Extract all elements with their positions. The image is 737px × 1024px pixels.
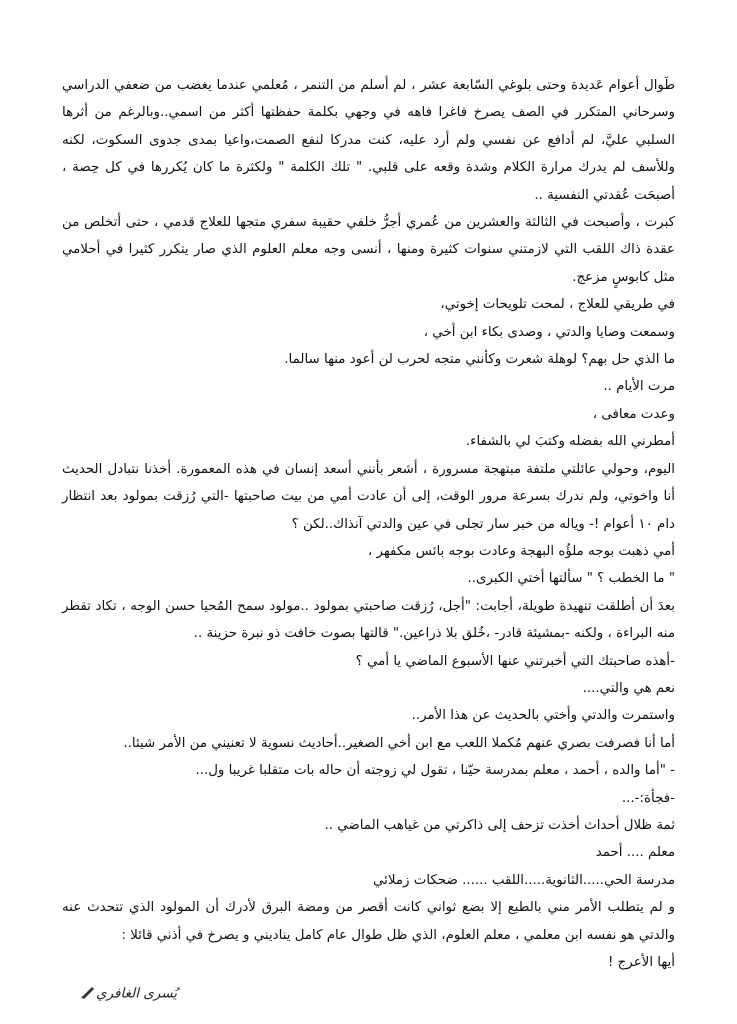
paragraph-4: وسمعت وصايا والدتي ، وصدى بكاء ابن أخي ، xyxy=(423,324,675,340)
paragraph-12: بعدَ أن أطلقت تنهيدة طويلة، أجابت: "أجل، رُزقت صاحبتي بمولود ..مولود سمح المُحيا حسن الوجه ، تكاد تقطر منه البراءة ، ولكنه -بمشيئة قادر- ،خُلق بلا ذراعين." قالتها بصوت خافت ذو نبرة حزينة .. xyxy=(62,598,675,642)
paragraph-15: واستمرت والدتي وأختي بالحديث عن هذا الأمر.. xyxy=(411,708,675,724)
paragraph-18: -فجأة:-... xyxy=(621,790,675,806)
paragraph-2: كبرت ، وأصبحت في الثالثة والعشرين من عُمري أجرُّ خلفي حقيبة سفري متجها للعلاج قدمي ، حتى أتخلص من عقدة ذاك اللقب التي لازمتني سنوات كثيرة ومنها ، أنسى وجه معلم العلوم الذي صار يتكرر كثيرا في أحلامي مثل كابوسٍ مزعج. xyxy=(62,215,675,285)
pen-icon xyxy=(80,985,96,1003)
paragraph-1: طَوال أعوام عَديدة وحتى بلوغي السّابعة عشر ، لم أسلم من التنمر ، مُعلمي عندما يغضب من ضعفي الدراسي وسرحاني المتكرر في الصف يصرخ فاغرا فاهه في وجهي بكلمة حفظتها أكثر من اسمي..وبالرغم من أثرها السلبي عليَّ، لم أدافع عن نفسي ولم أرد عليه، كنت مدركا لنفع الصمت،واعيا بمدى جدوى السكوت، لكنه وللأسف لم يدرك مرارة الكلام وشدة وقعه على قلبي. " تلك الكلمة " ولكثرة ما كان يُكررها في كل حِصة ، أصبحَت عُقدتي النفسية .. xyxy=(62,78,675,203)
paragraph-6: مرت الأيام .. xyxy=(603,379,675,395)
paragraph-5: ما الذي حل بهم؟ لوهلة شعرت وكأنني متجه لحرب لن أعود منها سالما. xyxy=(284,352,675,368)
paragraph-11: " ما الخطب ؟ " سألتها أختي الكبرى.. xyxy=(467,571,675,587)
paragraph-19: ثمة ظلال أحداث أخذت تزحف إلى ذاكرتي من غياهب الماضي .. xyxy=(324,817,675,833)
paragraph-8: أمطرني الله بفضله وكتبَ لي بالشفاء. xyxy=(465,434,675,450)
paragraph-7: وعدت معافى ، xyxy=(592,406,675,422)
paragraph-22: و لم يتطلب الأمر مني بالطبع إلا بضع ثواني كانت أقصر من ومضة البرق لأدرك أن المولود الذي تتحدث عنه والدتي هو نفسه ابن معلمي ، معلم العلوم، الذي ظل طوال عام كامل يناديني و يصرخ في أذني قائلا : xyxy=(62,900,675,943)
paragraph-10: أمي ذهبت بوجه ملؤُه البهجة وعادت بوجه بائس مكفهر ، xyxy=(367,543,675,559)
paragraph-9: اليوم، وحولي عائلتي ملتفة مبتهجة مسرورة ، أشعر بأنني أسعد إنسان في هذه المعمورة. أخذنا نتبادل الحديث أنا واخوتي، ولم ندرك بسرعة مرور الوقت، إلى أن عادت أمي من بيت صاحبتها -التي رُزقت بمولود بعد انتظار دام ١٠ أعوام !- وياله من خبر سار تجلى في عين والدتي آنذاك..لكن ؟ xyxy=(62,461,675,532)
paragraph-14: نعم هي والتي.... xyxy=(582,680,675,696)
paragraph-21: مدرسة الحي.....الثانوية.....اللقب ...... ضحكات زملائي xyxy=(372,872,675,888)
paragraph-13: -أهذه صاحبتك التي أخبرتني عنها الأسبوع الماضي يا أمي ؟ xyxy=(355,653,675,669)
paragraph-16: أما أنا فصرفت بصري عنهم مُكملا اللعب مع ابن أخي الصغير..أحاديث نسوية لا تعنيني من الأمر شيئا.. xyxy=(123,735,675,751)
story-body xyxy=(62,72,675,976)
paragraph-3: في طريقي للعلاج ، لمحت تلويحات إخوتي، xyxy=(440,297,675,313)
paragraph-17: - "أما والده ، أحمد ، معلم بمدرسة حيّنا ، تقول لي زوجته أن حاله بات متقلبا غريبا ول... xyxy=(195,763,675,779)
author-signature xyxy=(78,985,177,1003)
author-name: يُسرى الغافري xyxy=(96,985,178,1002)
paragraph-23: أيها الأعرج ! xyxy=(608,955,675,970)
paragraph-20: معلم .... أحمد xyxy=(595,845,675,861)
